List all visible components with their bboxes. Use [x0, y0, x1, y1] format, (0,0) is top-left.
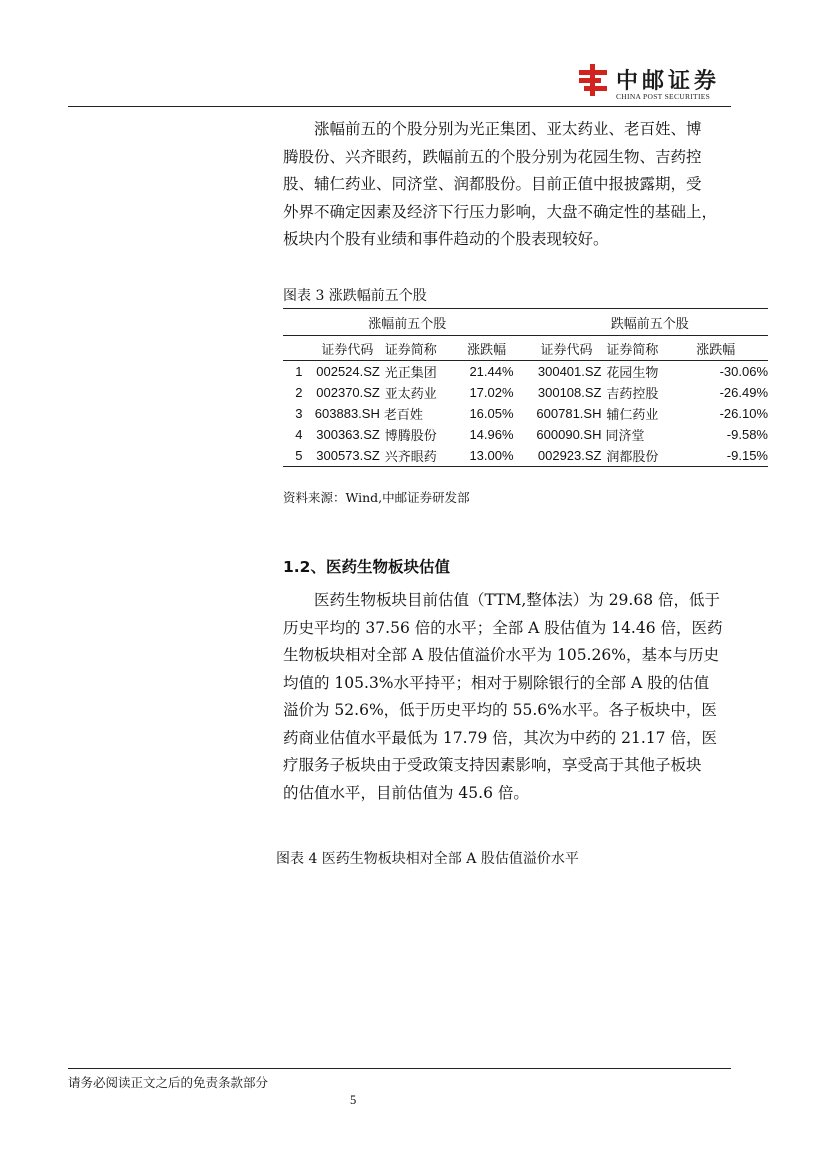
gain-pct-cell: 17.02% — [469, 385, 514, 400]
table-column-header — [283, 336, 768, 361]
loss-pct-cell: -9.58% — [726, 427, 768, 442]
col-header: 证券代码 — [532, 336, 602, 361]
section-heading: 1.2、医药生物板块估值 — [283, 558, 450, 576]
figure3-caption: 图表 3 涨跌幅前五个股 — [283, 288, 427, 304]
intro-paragraph — [283, 116, 768, 254]
paragraph-line: 历史平均的 37.56 倍的水平；全部 A 股估值为 14.46 倍，医药 — [283, 618, 723, 637]
gain-code-cell: 002370.SZ — [316, 385, 380, 400]
paragraph-line: 股、辅仁药业、同济堂、润都股份。目前正值中报披露期，受 — [283, 175, 702, 193]
loss-pct-cell: -26.49% — [719, 385, 768, 400]
gain-pct-cell: 21.44% — [469, 364, 514, 379]
col-header: 证券简称 — [601, 336, 663, 361]
page-number: 5 — [350, 1093, 357, 1107]
rank-cell: 2 — [295, 385, 303, 400]
header-divider — [68, 106, 731, 107]
rank-cell: 3 — [295, 406, 303, 421]
paragraph-line: 药商业估值水平最低为 17.79 倍，其次为中药的 21.17 倍，医 — [283, 728, 717, 747]
gain-pct-cell: 14.96% — [469, 427, 514, 442]
gain-code-cell: 603883.SH — [314, 406, 380, 421]
gain-pct-cell: 16.05% — [469, 406, 514, 421]
gain-code-cell: 300573.SZ — [315, 445, 380, 467]
loss-pct-cell: -26.10% — [719, 406, 768, 421]
gain-name-cell: 老百姓 — [383, 407, 423, 422]
paragraph-line: 涨幅前五的个股分别为光正集团、亚太药业、老百姓、博 — [314, 120, 702, 138]
gain-name-cell: 博腾股份 — [384, 428, 437, 443]
gain-name-cell: 兴齐眼药 — [380, 445, 442, 467]
col-header: 证券代码 — [315, 336, 380, 361]
loss-name-cell: 辅仁药业 — [606, 407, 659, 422]
loss-code-cell: 300108.SZ — [537, 385, 602, 400]
paragraph-line: 生物板块相对全部 A 股估值溢价水平为 105.26%，基本与历史 — [283, 646, 719, 664]
paragraph-line: 疗服务子板块由于受政策支持因素影响，享受高于其他子板块 — [283, 756, 702, 774]
footer-divider — [68, 1068, 731, 1069]
table-row — [283, 361, 768, 383]
paragraph-line: 医药生物板块目前估值（TTM,整体法）为 29.68 倍，低于 — [314, 591, 720, 609]
valuation-paragraph — [283, 587, 768, 807]
china-post-logo-icon — [575, 62, 611, 98]
top-movers-table — [283, 308, 768, 467]
footer-disclaimer: 请务必阅读正文之后的免责条款部分 — [68, 1075, 269, 1090]
figure3-source: 资料来源：Wind,中邮证券研发部 — [283, 490, 470, 505]
loss-name-cell: 吉药控股 — [606, 386, 659, 401]
col-header: 证券简称 — [380, 336, 442, 361]
figure4-caption: 图表 4 医药生物板块相对全部 A 股估值溢价水平 — [276, 851, 579, 867]
paragraph-line: 均值的 105.3%水平持平；相对于剔除银行的全部 A 股的估值 — [283, 673, 710, 692]
loss-code-cell: 002923.SZ — [532, 445, 602, 467]
rank-cell: 1 — [295, 364, 303, 379]
table-row — [283, 445, 768, 467]
table-row — [283, 382, 768, 403]
table-group-header — [283, 309, 768, 336]
gain-name-cell: 亚太药业 — [384, 386, 437, 401]
loss-pct-cell: -9.15% — [663, 445, 768, 467]
paragraph-line: 板块内个股有业绩和事件趋动的个股表现较好。 — [283, 230, 609, 248]
col-header: 涨跌幅 — [442, 336, 532, 361]
group-loss-label: 跌幅前五个股 — [532, 309, 768, 336]
loss-code-cell: 600781.SH — [536, 406, 602, 421]
table-row — [283, 424, 768, 445]
loss-pct-cell: -30.06% — [719, 364, 768, 379]
paragraph-line: 的估值水平，目前估值为 45.6 倍。 — [283, 783, 529, 802]
table-row — [283, 403, 768, 424]
logo-text-cn: 中邮证券 — [616, 68, 721, 94]
loss-code-cell: 300401.SZ — [537, 364, 602, 379]
gain-name-cell: 光正集团 — [384, 365, 437, 380]
loss-code-cell: 600090.SH — [536, 427, 602, 442]
paragraph-line: 腾股份、兴齐眼药，跌幅前五的个股分别为花园生物、吉药控 — [283, 147, 702, 166]
paragraph-line: 外界不确定因素及经济下行压力影响，大盘不确定性的基础上， — [283, 202, 718, 221]
paragraph-line: 溢价为 52.6%，低于历史平均的 55.6%水平。各子板块中，医 — [283, 701, 717, 719]
group-gain-label: 涨幅前五个股 — [283, 309, 532, 336]
rank-cell: 5 — [283, 445, 315, 467]
loss-name-cell: 同济堂 — [605, 428, 645, 443]
loss-name-cell: 润都股份 — [601, 445, 663, 467]
logo-text-en: CHINA POST SECURITIES — [616, 92, 711, 101]
gain-code-cell: 002524.SZ — [316, 364, 380, 379]
col-header: 涨跌幅 — [663, 336, 768, 361]
loss-name-cell: 花园生物 — [606, 365, 659, 380]
gain-code-cell: 300363.SZ — [316, 427, 380, 442]
rank-cell: 4 — [295, 427, 303, 442]
gain-pct-cell: 13.00% — [442, 445, 532, 467]
